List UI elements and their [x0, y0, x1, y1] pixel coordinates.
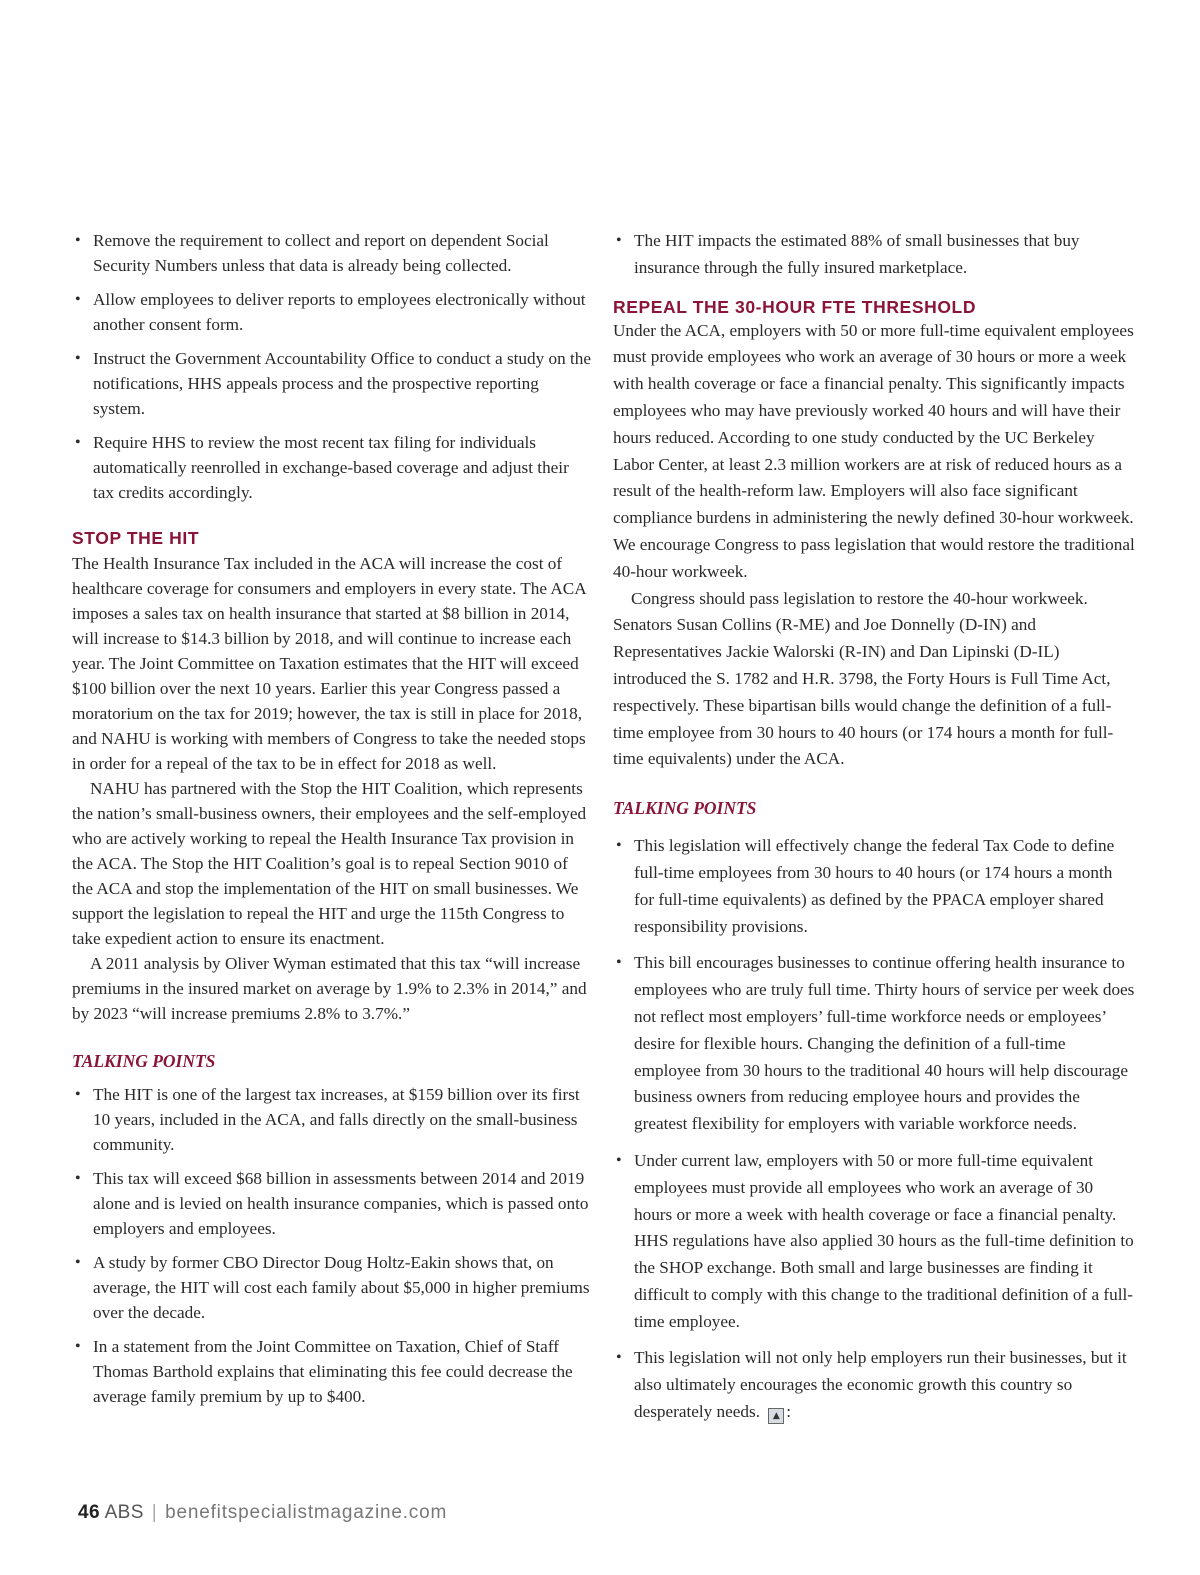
- requirements-list: [72, 228, 592, 505]
- right-column: [613, 228, 1135, 1436]
- left-column: [72, 228, 592, 1418]
- list-item: • This tax will exceed $68 billion in assessments between 2014 and 2019 alone and is levied on health insurance companies, which is passed onto employers and employees.: [72, 1166, 592, 1241]
- list-item-text: This legislation will not only help employers run their businesses, but it also ultimately encourages the economic growth this country so desperately needs.: [634, 1348, 1127, 1422]
- list-item: • A study by former CBO Director Doug Holtz-Eakin shows that, on average, the HIT will cost each family about $5,000 in higher premiums over the decade.: [72, 1250, 592, 1325]
- list-item: • This legislation will effectively change the federal Tax Code to define full-time employees from 30 hours to 40 hours (or 174 hours a month for full-time equivalents) as defined by the PPACA employer shared responsibility provisions.: [613, 833, 1135, 940]
- list-item: • The HIT is one of the largest tax increases, at $159 billion over its first 10 years, included in the ACA, and falls directly on the small-business community.: [72, 1082, 592, 1157]
- repeal-paragraph: Under the ACA, employers with 50 or more full-time equivalent employees must provide employees who work an average of 30 hours or more a week with health coverage or face a financial penalty. This significantly impacts employees who may have previously worked 40 hours and will have their hours reduced. According to one study conducted by the UC Berkeley Labor Center, at least 2.3 million workers are at risk of reduced hours as a result of the health-reform law. Employers will also face significant compliance burdens in administering the newly defined 30-hour workweek. We encourage Congress to pass legislation that would restore the traditional 40-hour workweek.: [613, 320, 1135, 581]
- list-item: • Require HHS to review the most recent tax filing for individuals automatically reenrolled in exchange-based coverage and adjust their tax credits accordingly.: [72, 430, 592, 505]
- talking-points-list: [72, 1082, 592, 1409]
- talking-points-heading: TALKING POINTS: [613, 798, 757, 819]
- footer-url: benefitspecialistmagazine.com: [165, 1502, 448, 1523]
- article-end-icon: ▲: [768, 1408, 784, 1424]
- page-number: 46: [78, 1502, 100, 1523]
- talking-points-heading: TALKING POINTS: [72, 1051, 216, 1071]
- list-item: • This bill encourages businesses to continue offering health insurance to employees who are truly full time. Thirty hours of service per week does not reflect most employers’ full-time workforce needs or employees’ desire for flexible hours. Changing the definition of a full-time employee from 30 hours to the traditional 40 hours will help discourage business owners from reducing employee hours and provides the greatest flexibility for employers with variable workforce needs.: [613, 950, 1135, 1138]
- stop-the-hit-heading: STOP THE HIT: [72, 528, 200, 548]
- end-suffix: :: [786, 1402, 792, 1422]
- stop-hit-paragraph: The Health Insurance Tax included in the ACA will increase the cost of healthcare coverage for consumers and employers in every state. The ACA imposes a sales tax on health insurance that started at $8 billion in 2014, will increase to $14.3 billion by 2018, and will continue to increase each year. The Joint Committee on Taxation estimates that the HIT will exceed $100 billion over the next 10 years. Earlier this year Congress passed a moratorium on the tax for 2019; however, the tax is still in place for 2018, and NAHU is working with members of Congress to take the needed stops in order for a repeal of the tax to be in effect for 2018 as well.: [72, 554, 586, 773]
- list-item: [613, 1345, 1135, 1425]
- list-item: • Remove the requirement to collect and report on dependent Social Security Numbers unless that data is already being collected.: [72, 228, 592, 278]
- list-item: • Under current law, employers with 50 or more full-time equivalent employees must provide all employees who work an average of 30 hours or more a week with health coverage or face a financial penalty. HHS regulations have also applied 30 hours as the full-time definition to the SHOP exchange. Both small and large businesses are finding it difficult to comply with this change to the traditional definition of a full-time employee.: [613, 1148, 1135, 1336]
- talking-points-list: [613, 833, 1135, 1426]
- list-item: • Instruct the Government Accountability Office to conduct a study on the notifications, HHS appeals process and the prospective reporting system.: [72, 346, 592, 421]
- footer-separator: |: [151, 1502, 158, 1523]
- publication-name: ABS: [104, 1502, 144, 1523]
- stop-hit-paragraph: NAHU has partnered with the Stop the HIT Coalition, which represents the nation’s small-business owners, their employees and the self-employed who are actively working to repeal the Health Insurance Tax provision in the ACA. The Stop the HIT Coalition’s goal is to repeal Section 9010 of the ACA and stop the implementation of the HIT on small businesses. We support the legislation to repeal the HIT and urge the 115th Congress to take expedient action to ensure its enactment.: [72, 779, 587, 948]
- list-item: • The HIT impacts the estimated 88% of small businesses that buy insurance through the fully insured marketplace.: [613, 228, 1135, 282]
- hit-impact-list: [613, 228, 1135, 282]
- repeal-30-hour-heading: REPEAL THE 30-HOUR FTE THRESHOLD: [613, 296, 977, 317]
- page-footer: [78, 1502, 447, 1524]
- list-item: • In a statement from the Joint Committee on Taxation, Chief of Staff Thomas Barthold explains that eliminating this fee could decrease the average family premium by up to $400.: [72, 1334, 592, 1409]
- list-item: • Allow employees to deliver reports to employees electronically without another consent form.: [72, 287, 592, 337]
- stop-hit-paragraph: A 2011 analysis by Oliver Wyman estimated that this tax “will increase premiums in the insured market on average by 1.9% to 2.3% in 2014,” and by 2023 “will increase premiums 2.8% to 3.7%.”: [72, 954, 587, 1023]
- repeal-paragraph: Congress should pass legislation to restore the 40-hour workweek. Senators Susan Collins (R-ME) and Joe Donnelly (D-IN) and Representatives Jackie Walorski (R-IN) and Dan Lipinski (D-IL) introduced the S. 1782 and H.R. 3798, the Forty Hours is Full Time Act, respectively. These bipartisan bills would change the definition of a full-time employee from 30 hours to 40 hours (or 174 hours a month for full-time equivalents) under the ACA.: [613, 588, 1114, 769]
